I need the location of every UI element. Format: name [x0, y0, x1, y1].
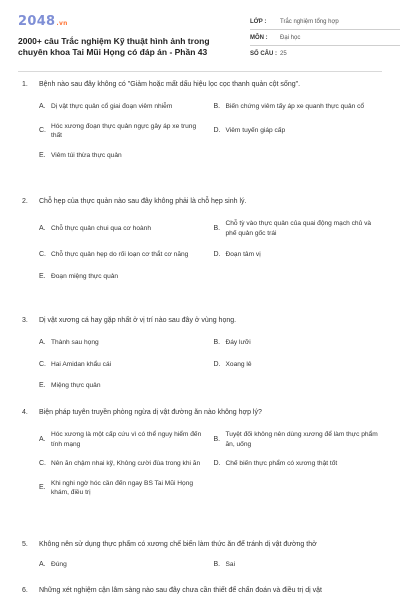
option-text: Hóc xương là một cấp cứu vì có thể nguy hiểm đến tính mạng [51, 431, 202, 448]
option-text: Đúng [51, 561, 67, 568]
option-letter: B. [213, 103, 221, 110]
option-b[interactable] [214, 338, 379, 348]
option-text: Đáy lưỡi [225, 339, 251, 346]
option-a[interactable] [39, 560, 204, 570]
option-c[interactable] [39, 360, 204, 370]
question-text: Dị vật xương cá hay gặp nhất ở vị trí nào sau đây ở vùng họng. [39, 317, 237, 324]
question-number: 4. [22, 409, 28, 416]
question-number: 1. [22, 81, 28, 88]
option-letter: E. [39, 382, 46, 389]
option-text: Viêm tuyến giáp cấp [225, 127, 286, 135]
question-number: 2. [22, 198, 28, 205]
option-a[interactable] [39, 430, 204, 449]
meta-row-socau [250, 46, 400, 61]
question-number: 5. [22, 541, 28, 548]
logo-suffix: .vn [56, 20, 68, 27]
option-d[interactable] [214, 459, 379, 469]
meta-row-lop [250, 14, 400, 30]
option-c[interactable] [39, 122, 204, 141]
option-letter: C. [39, 460, 46, 467]
option-e[interactable] [39, 272, 378, 282]
meta-value: Đại học [280, 34, 301, 41]
option-letter: E. [39, 272, 46, 280]
question-number: 3. [22, 317, 28, 324]
option-d[interactable] [214, 360, 379, 370]
option-e[interactable] [39, 479, 204, 498]
option-c[interactable] [39, 459, 204, 469]
question-3 [22, 316, 378, 391]
option-a[interactable] [39, 219, 204, 238]
option-letter: A. [39, 339, 46, 346]
meta-value: 25 [280, 50, 287, 57]
options-grid [39, 430, 378, 498]
site-logo[interactable] [18, 14, 68, 29]
option-letter: D. [213, 127, 221, 135]
question-text-row [22, 540, 378, 550]
option-letter: B. [213, 561, 221, 568]
meta-value: Trắc nghiệm tổng hợp [280, 18, 339, 25]
question-text-row [22, 197, 378, 207]
options-grid [39, 102, 378, 160]
question-text: Biện pháp tuyên truyền phòng ngừa dị vật đường ăn nào không hợp lý? [39, 409, 262, 416]
question-text: Bệnh nào sau đây không có "Giảm hoặc mất dấu hiệu lọc cọc thanh quản cột sống". [39, 81, 301, 88]
option-letter: B. [213, 224, 221, 232]
option-text: Đoạn tâm vị [225, 251, 261, 258]
option-letter: B. [213, 435, 221, 443]
header-divider [18, 71, 382, 72]
option-text: Biến chứng viêm tấy áp xe quanh thực quản cổ [225, 103, 365, 110]
option-letter: A. [39, 561, 46, 568]
meta-label: SỐ CÂU : [250, 50, 277, 57]
option-text: Hóc xương đoạn thực quản ngực gây áp xe trung thất [51, 122, 197, 139]
option-text: Khi nghi ngờ hóc cần đến ngay BS Tai Mũi Họng khám, điều trị [51, 479, 194, 496]
option-a[interactable] [39, 338, 204, 348]
logo-text: 2048 [18, 14, 56, 29]
question-number: 6. [22, 587, 28, 594]
question-5 [22, 540, 378, 570]
question-4 [22, 408, 378, 498]
option-a[interactable] [39, 102, 204, 112]
option-b[interactable] [214, 219, 379, 238]
option-c[interactable] [39, 250, 204, 260]
document-title: 2000+ câu Trắc nghiệm Kỹ thuật hình ảnh trong chuyên khoa Tai Mũi Họng có đáp án - Phần 43 [18, 36, 210, 57]
document-header [18, 14, 382, 68]
meta-label: LỚP : [250, 18, 267, 25]
option-text: Thành sau họng [51, 339, 99, 346]
option-text: Dị vật thực quản cổ giai đoạn viêm nhiễm [51, 103, 173, 110]
question-6 [22, 586, 378, 596]
option-letter: A. [39, 224, 46, 232]
question-text-row [22, 408, 378, 418]
question-1 [22, 80, 378, 160]
option-text: Chỗ thực quản hẹp do rối loạn cơ thắt cơ năng [51, 251, 189, 258]
option-text: Chỗ thực quản chui qua cơ hoành [51, 224, 152, 232]
question-text: Không nên sử dụng thực phẩm có xương chế biến làm thức ăn để tránh dị vật đường thở [39, 541, 317, 548]
options-grid [39, 338, 378, 391]
option-b[interactable] [214, 102, 379, 112]
option-letter: D. [213, 360, 221, 368]
option-text: Sai [225, 561, 236, 568]
option-e[interactable] [39, 381, 378, 391]
question-text-row [22, 586, 378, 596]
options-grid [39, 219, 378, 281]
option-e[interactable] [39, 151, 378, 161]
option-letter: E. [39, 151, 46, 159]
option-d[interactable] [214, 122, 379, 141]
option-letter: A. [39, 435, 46, 443]
question-text: Những xét nghiệm cận lâm sàng nào sau đây chưa cần thiết để chẩn đoán và điều trị dị vật [39, 587, 322, 594]
option-letter: D. [213, 251, 221, 258]
option-letter: B. [213, 339, 221, 346]
option-d[interactable] [214, 250, 379, 260]
option-text: Tuyệt đối không nên dùng xương để làm thực phẩm ăn, uống [225, 431, 378, 448]
meta-box [250, 14, 400, 61]
option-text: Nên ăn chậm nhai kỹ, Không cười đùa trong khi ăn [51, 460, 201, 467]
option-letter: E. [39, 484, 46, 492]
meta-row-mon [250, 30, 400, 46]
option-b[interactable] [214, 430, 379, 449]
option-text: Hai Amidan khẩu cái [51, 360, 112, 368]
option-text: Đoạn miệng thực quản [51, 272, 119, 280]
question-text-row [22, 316, 378, 326]
option-text: Chế biến thực phẩm có xương thật tốt [225, 460, 338, 467]
option-b[interactable] [214, 560, 379, 570]
option-letter: C. [39, 251, 46, 258]
option-text: Miệng thực quản [51, 382, 101, 389]
option-letter: D. [213, 460, 221, 467]
option-text: Viêm túi thừa thực quản [51, 151, 122, 159]
meta-label: MÔN : [250, 34, 268, 41]
option-letter: C. [39, 360, 46, 368]
options-grid [39, 560, 378, 570]
option-letter: A. [39, 103, 46, 110]
question-2 [22, 197, 378, 281]
option-letter: C. [39, 127, 46, 135]
option-text: Xoang lê [225, 360, 252, 368]
question-text-row [22, 80, 378, 90]
option-text: Chỗ tỳ vào thực quản của quai động mạch chủ và phế quản gốc trái [225, 220, 372, 237]
question-text: Chỗ hẹp của thực quản nào sau đây không phải là chỗ hẹp sinh lý. [39, 198, 247, 205]
